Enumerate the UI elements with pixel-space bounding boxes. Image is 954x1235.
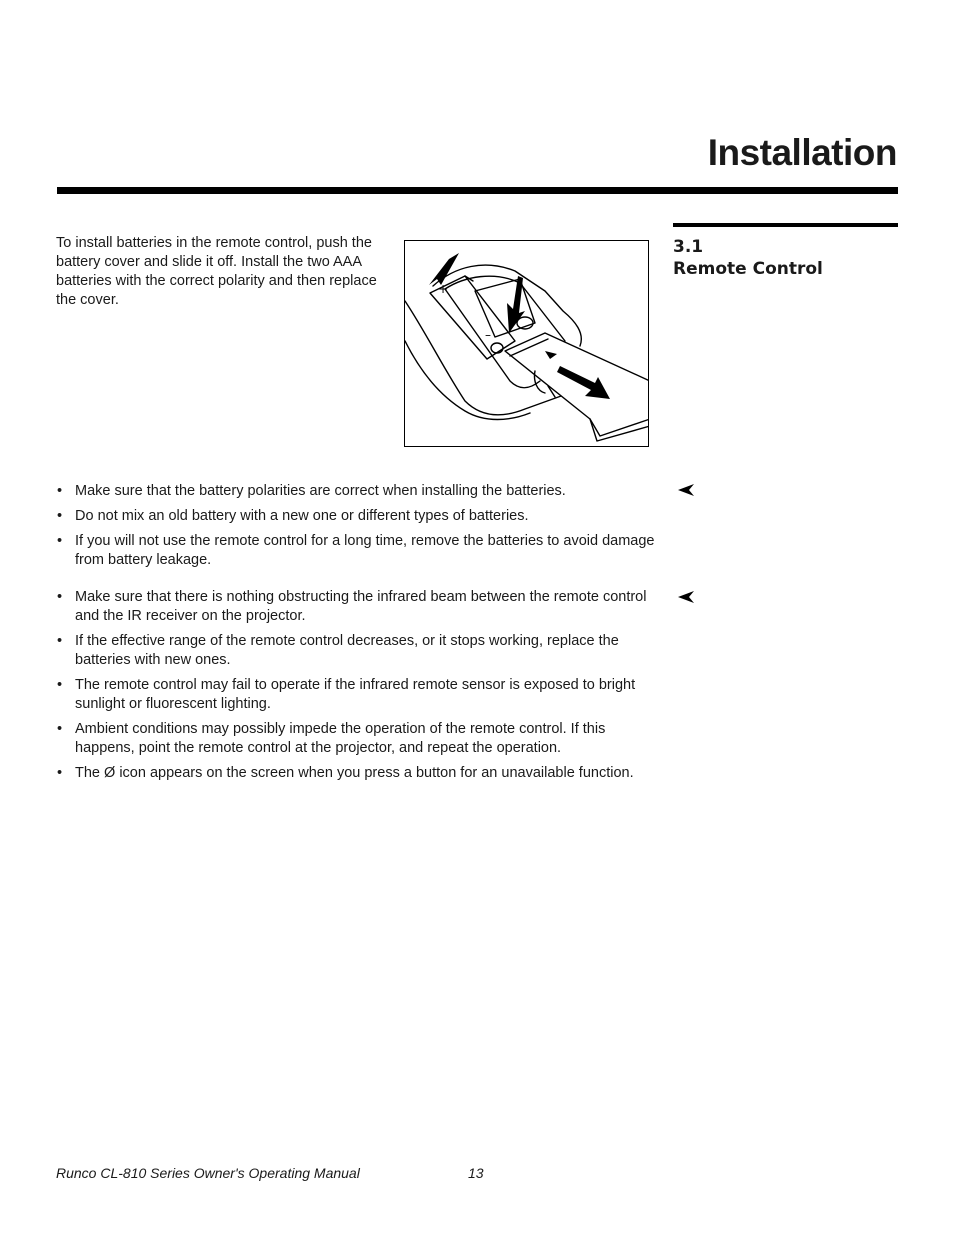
svg-text:–: –	[485, 328, 491, 342]
list-item: • If the effective range of the remote control decreases, or it stops working, replace the batteries with new ones.	[56, 632, 666, 670]
battery-installation-illustration	[405, 241, 649, 447]
chapter-rule	[57, 187, 898, 194]
list-item: • Do not mix an old battery with a new one or different types of batteries.	[56, 507, 666, 526]
section-title: Remote Control	[673, 259, 823, 279]
footer-manual-title: Runco CL-810 Series Owner's Operating Manual	[56, 1165, 360, 1181]
list-item: • Make sure that there is nothing obstructing the infrared beam between the remote control and the IR receiver on the projector.	[56, 588, 666, 626]
list-item: • Make sure that the battery polarities are correct when installing the batteries.	[56, 482, 666, 501]
notes-list-2	[56, 588, 666, 789]
section-rule	[673, 223, 898, 227]
svg-text:+: +	[438, 282, 449, 296]
battery-installation-figure	[404, 240, 649, 447]
note-pointer-icon	[678, 591, 694, 603]
footer-page-number: 13	[468, 1165, 484, 1181]
note-pointer-icon	[678, 484, 694, 496]
section-heading	[673, 236, 823, 280]
intro-paragraph: To install batteries in the remote control, push the battery cover and slide it off. Install the two AAA batteries with the correct polarity and then replace the cover.	[56, 235, 377, 308]
svg-text:+: +	[509, 310, 520, 324]
list-item: • The remote control may fail to operate if the infrared remote sensor is exposed to bright sunlight or fluorescent lighting.	[56, 676, 666, 714]
list-item: • The Ø icon appears on the screen when you press a button for an unavailable function.	[56, 764, 666, 783]
section-number: 3.1	[673, 237, 704, 257]
notes-list-1	[56, 482, 666, 576]
list-item: • If you will not use the remote control for a long time, remove the batteries to avoid damage from battery leakage.	[56, 532, 666, 570]
list-item: • Ambient conditions may possibly impede the operation of the remote control. If this happens, point the remote control at the projector, and repeat the operation.	[56, 720, 666, 758]
chapter-title: Installation	[707, 132, 897, 173]
